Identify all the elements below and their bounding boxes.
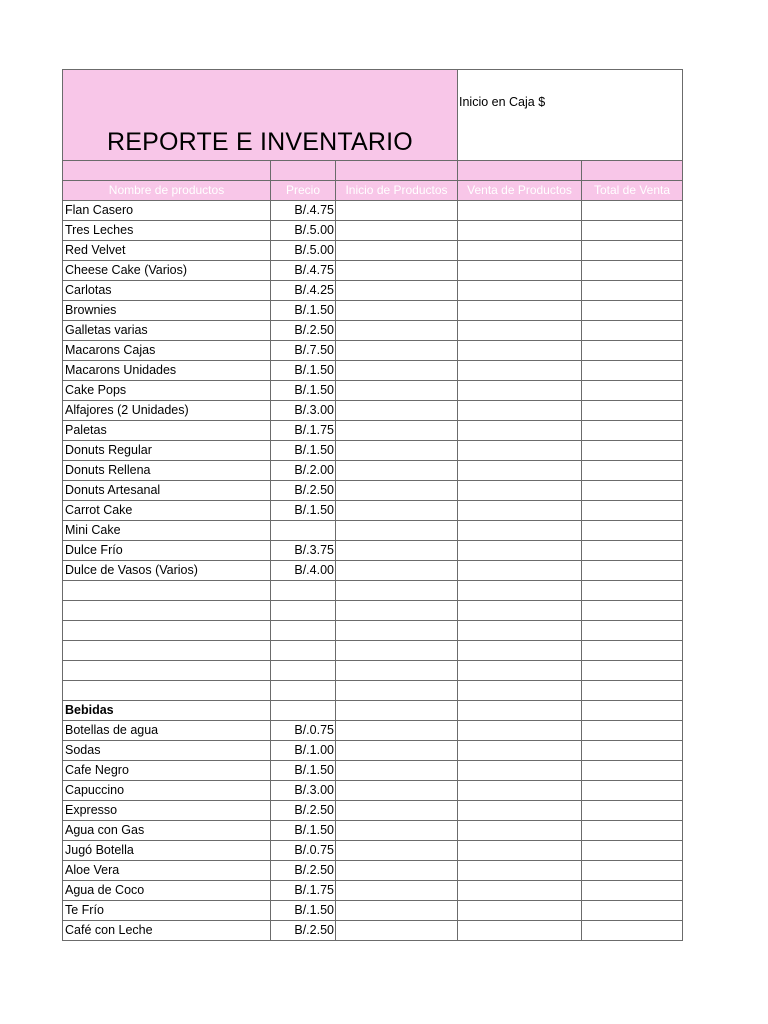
sales-cell[interactable] <box>458 901 582 921</box>
start-stock-cell[interactable] <box>336 541 458 561</box>
start-stock-cell[interactable] <box>336 741 458 761</box>
product-row <box>63 381 683 401</box>
price-cell[interactable] <box>271 641 336 661</box>
start-stock-cell[interactable] <box>336 241 458 261</box>
start-stock-cell[interactable] <box>336 681 458 701</box>
sales-cell[interactable] <box>458 461 582 481</box>
start-stock-cell[interactable] <box>336 781 458 801</box>
start-stock-cell[interactable] <box>336 281 458 301</box>
product-name-cell[interactable]: Donuts Regular <box>63 441 271 461</box>
price-cell[interactable]: B/.1.50 <box>271 501 336 521</box>
sales-cell[interactable] <box>458 381 582 401</box>
sales-cell[interactable] <box>458 821 582 841</box>
inventory-sheet <box>62 69 682 941</box>
total-sales-cell[interactable] <box>582 241 683 261</box>
start-stock-cell[interactable] <box>336 461 458 481</box>
product-row <box>63 621 683 641</box>
start-stock-cell[interactable] <box>336 441 458 461</box>
start-stock-cell[interactable] <box>336 301 458 321</box>
sales-cell[interactable] <box>458 561 582 581</box>
price-cell[interactable]: B/.2.50 <box>271 801 336 821</box>
total-sales-cell[interactable] <box>582 221 683 241</box>
total-sales-cell[interactable] <box>582 881 683 901</box>
product-row <box>63 401 683 421</box>
product-row <box>63 601 683 621</box>
product-row <box>63 221 683 241</box>
sales-cell[interactable] <box>458 761 582 781</box>
sales-cell[interactable] <box>458 341 582 361</box>
total-sales-cell[interactable] <box>582 361 683 381</box>
product-row <box>63 201 683 221</box>
total-sales-cell[interactable] <box>582 421 683 441</box>
product-row <box>63 581 683 601</box>
product-row <box>63 341 683 361</box>
sales-cell[interactable] <box>458 581 582 601</box>
beverage-row <box>63 841 683 861</box>
total-sales-cell[interactable] <box>582 461 683 481</box>
start-stock-cell[interactable] <box>336 501 458 521</box>
price-cell[interactable]: B/.1.50 <box>271 301 336 321</box>
product-row <box>63 641 683 661</box>
sales-cell[interactable] <box>458 541 582 561</box>
sales-cell[interactable] <box>458 441 582 461</box>
price-cell[interactable]: B/.1.50 <box>271 761 336 781</box>
sales-cell[interactable] <box>458 601 582 621</box>
header-product-name: Nombre de productos <box>63 181 271 201</box>
sales-cell[interactable] <box>458 681 582 701</box>
product-row <box>63 361 683 381</box>
sales-cell[interactable] <box>458 781 582 801</box>
total-sales-cell[interactable] <box>582 621 683 641</box>
total-sales-cell[interactable] <box>582 681 683 701</box>
sales-cell[interactable] <box>458 421 582 441</box>
total-sales-cell[interactable] <box>582 301 683 321</box>
total-sales-cell[interactable] <box>582 661 683 681</box>
price-cell[interactable]: B/.2.50 <box>271 921 336 941</box>
product-row <box>63 561 683 581</box>
product-name-cell[interactable]: Paletas <box>63 421 271 441</box>
product-row <box>63 241 683 261</box>
spacer-row <box>63 161 683 181</box>
start-stock-cell[interactable] <box>336 701 458 721</box>
product-row <box>63 441 683 461</box>
product-name-cell[interactable]: Expresso <box>63 801 271 821</box>
product-row <box>63 261 683 281</box>
total-sales-cell[interactable] <box>582 401 683 421</box>
total-sales-cell[interactable] <box>582 321 683 341</box>
start-stock-cell[interactable] <box>336 901 458 921</box>
product-name-cell[interactable]: Jugó Botella <box>63 841 271 861</box>
product-name-cell[interactable] <box>63 681 271 701</box>
price-cell[interactable]: B/.1.50 <box>271 821 336 841</box>
header-sales: Venta de Productos <box>458 181 582 201</box>
price-cell[interactable]: B/.0.75 <box>271 721 336 741</box>
price-cell[interactable]: B/.2.50 <box>271 481 336 501</box>
total-sales-cell[interactable] <box>582 261 683 281</box>
product-name-cell[interactable]: Cheese Cake (Varios) <box>63 261 271 281</box>
start-stock-cell[interactable] <box>336 561 458 581</box>
product-row <box>63 541 683 561</box>
start-stock-cell[interactable] <box>336 801 458 821</box>
price-cell[interactable] <box>271 601 336 621</box>
total-sales-cell[interactable] <box>582 481 683 501</box>
total-sales-cell[interactable] <box>582 561 683 581</box>
product-name-cell[interactable]: Agua con Gas <box>63 821 271 841</box>
sales-cell[interactable] <box>458 741 582 761</box>
product-row <box>63 661 683 681</box>
title-row <box>63 70 683 161</box>
sales-cell[interactable] <box>458 721 582 741</box>
caja-cell[interactable] <box>458 70 683 161</box>
product-name-cell[interactable]: Cafe Negro <box>63 761 271 781</box>
total-sales-cell[interactable] <box>582 641 683 661</box>
product-row <box>63 281 683 301</box>
product-name-cell[interactable]: Cake Pops <box>63 381 271 401</box>
beverage-row <box>63 741 683 761</box>
sales-cell[interactable] <box>458 501 582 521</box>
beverage-row <box>63 881 683 901</box>
start-stock-cell[interactable] <box>336 261 458 281</box>
product-name-cell[interactable]: Café con Leche <box>63 921 271 941</box>
total-sales-cell[interactable] <box>582 861 683 881</box>
beverage-row <box>63 781 683 801</box>
sales-cell[interactable] <box>458 241 582 261</box>
sales-cell[interactable] <box>458 801 582 821</box>
sales-cell[interactable] <box>458 521 582 541</box>
start-stock-cell[interactable] <box>336 401 458 421</box>
beverage-row <box>63 861 683 881</box>
price-cell[interactable]: B/.3.75 <box>271 541 336 561</box>
price-cell[interactable]: B/.2.00 <box>271 461 336 481</box>
price-cell[interactable] <box>271 681 336 701</box>
product-name-cell[interactable] <box>63 581 271 601</box>
price-cell[interactable]: B/.0.75 <box>271 841 336 861</box>
product-name-cell[interactable]: Dulce Frío <box>63 541 271 561</box>
product-name-cell[interactable]: Donuts Rellena <box>63 461 271 481</box>
price-cell[interactable] <box>271 581 336 601</box>
sales-cell[interactable] <box>458 321 582 341</box>
start-stock-cell[interactable] <box>336 421 458 441</box>
total-sales-cell[interactable] <box>582 541 683 561</box>
start-stock-cell[interactable] <box>336 641 458 661</box>
product-name-cell[interactable] <box>63 641 271 661</box>
sales-cell[interactable] <box>458 661 582 681</box>
beverage-row <box>63 921 683 941</box>
total-sales-cell[interactable] <box>582 501 683 521</box>
price-cell[interactable]: B/.5.00 <box>271 221 336 241</box>
sales-cell[interactable] <box>458 841 582 861</box>
product-name-cell[interactable]: Galletas varias <box>63 321 271 341</box>
spacer-cell <box>63 161 271 181</box>
product-row <box>63 681 683 701</box>
start-stock-cell[interactable] <box>336 341 458 361</box>
product-name-cell[interactable]: Capuccino <box>63 781 271 801</box>
start-stock-cell[interactable] <box>336 661 458 681</box>
product-name-cell[interactable]: Macarons Cajas <box>63 341 271 361</box>
total-sales-cell[interactable] <box>582 581 683 601</box>
product-row <box>63 521 683 541</box>
total-sales-cell[interactable] <box>582 201 683 221</box>
price-cell[interactable]: B/.4.25 <box>271 281 336 301</box>
inventory-table <box>62 69 683 941</box>
product-row <box>63 421 683 441</box>
total-sales-cell[interactable] <box>582 901 683 921</box>
price-cell[interactable]: B/.1.50 <box>271 901 336 921</box>
product-name-cell[interactable]: Carlotas <box>63 281 271 301</box>
total-sales-cell[interactable] <box>582 521 683 541</box>
beverages-section-title: Bebidas <box>63 701 271 721</box>
report-title-cell <box>63 70 458 161</box>
price-cell[interactable] <box>271 621 336 641</box>
beverage-row <box>63 801 683 821</box>
beverage-row <box>63 721 683 741</box>
product-name-cell[interactable]: Sodas <box>63 741 271 761</box>
start-stock-cell[interactable] <box>336 921 458 941</box>
start-stock-cell[interactable] <box>336 201 458 221</box>
price-cell[interactable]: B/.4.75 <box>271 201 336 221</box>
price-cell[interactable]: B/.1.50 <box>271 441 336 461</box>
sales-cell[interactable] <box>458 881 582 901</box>
price-cell[interactable] <box>271 701 336 721</box>
product-name-cell[interactable] <box>63 621 271 641</box>
start-stock-cell[interactable] <box>336 481 458 501</box>
header-price: Precio <box>271 181 336 201</box>
total-sales-cell[interactable] <box>582 381 683 401</box>
price-cell[interactable]: B/.2.50 <box>271 861 336 881</box>
total-sales-cell[interactable] <box>582 721 683 741</box>
product-name-cell[interactable]: Red Velvet <box>63 241 271 261</box>
product-name-cell[interactable]: Brownies <box>63 301 271 321</box>
product-name-cell[interactable]: Donuts Artesanal <box>63 481 271 501</box>
product-name-cell[interactable]: Flan Casero <box>63 201 271 221</box>
sales-cell[interactable] <box>458 481 582 501</box>
total-sales-cell[interactable] <box>582 841 683 861</box>
start-stock-cell[interactable] <box>336 841 458 861</box>
start-stock-cell[interactable] <box>336 321 458 341</box>
total-sales-cell[interactable] <box>582 341 683 361</box>
price-cell[interactable]: B/.1.50 <box>271 361 336 381</box>
beverage-row <box>63 901 683 921</box>
start-stock-cell[interactable] <box>336 621 458 641</box>
start-stock-cell[interactable] <box>336 521 458 541</box>
header-row <box>63 181 683 201</box>
sales-cell[interactable] <box>458 401 582 421</box>
beverages-section-row <box>63 701 683 721</box>
start-stock-cell[interactable] <box>336 581 458 601</box>
spacer-cell <box>336 161 458 181</box>
report-title: REPORTE E INVENTARIO <box>107 128 413 156</box>
price-cell[interactable]: B/.1.50 <box>271 381 336 401</box>
start-stock-cell[interactable] <box>336 761 458 781</box>
price-cell[interactable] <box>271 521 336 541</box>
product-name-cell[interactable]: Mini Cake <box>63 521 271 541</box>
product-row <box>63 301 683 321</box>
sales-cell[interactable] <box>458 281 582 301</box>
spacer-cell <box>271 161 336 181</box>
header-start-stock: Inicio de Productos <box>336 181 458 201</box>
start-stock-cell[interactable] <box>336 721 458 741</box>
price-cell[interactable]: B/.1.00 <box>271 741 336 761</box>
sales-cell[interactable] <box>458 921 582 941</box>
product-name-cell[interactable]: Alfajores (2 Unidades) <box>63 401 271 421</box>
beverage-row <box>63 821 683 841</box>
sales-cell[interactable] <box>458 641 582 661</box>
total-sales-cell[interactable] <box>582 701 683 721</box>
product-row <box>63 321 683 341</box>
beverage-row <box>63 761 683 781</box>
caja-label: Inicio en Caja $ <box>459 95 546 109</box>
header-total-sales: Total de Venta <box>582 181 683 201</box>
start-stock-cell[interactable] <box>336 821 458 841</box>
start-stock-cell[interactable] <box>336 361 458 381</box>
spacer-cell <box>582 161 683 181</box>
start-stock-cell[interactable] <box>336 601 458 621</box>
price-cell[interactable]: B/.3.00 <box>271 781 336 801</box>
spacer-cell <box>458 161 582 181</box>
total-sales-cell[interactable] <box>582 801 683 821</box>
product-name-cell[interactable]: Tres Leches <box>63 221 271 241</box>
product-row <box>63 501 683 521</box>
sales-cell[interactable] <box>458 221 582 241</box>
product-name-cell[interactable]: Te Frío <box>63 901 271 921</box>
price-cell[interactable]: B/.7.50 <box>271 341 336 361</box>
price-cell[interactable]: B/.2.50 <box>271 321 336 341</box>
total-sales-cell[interactable] <box>582 741 683 761</box>
product-name-cell[interactable]: Dulce de Vasos (Varios) <box>63 561 271 581</box>
product-row <box>63 481 683 501</box>
price-cell[interactable]: B/.1.75 <box>271 421 336 441</box>
price-cell[interactable]: B/.4.00 <box>271 561 336 581</box>
total-sales-cell[interactable] <box>582 601 683 621</box>
start-stock-cell[interactable] <box>336 881 458 901</box>
price-cell[interactable] <box>271 661 336 681</box>
product-name-cell[interactable] <box>63 661 271 681</box>
price-cell[interactable]: B/.1.75 <box>271 881 336 901</box>
sales-cell[interactable] <box>458 621 582 641</box>
product-name-cell[interactable]: Macarons Unidades <box>63 361 271 381</box>
product-name-cell[interactable]: Aloe Vera <box>63 861 271 881</box>
sales-cell[interactable] <box>458 861 582 881</box>
price-cell[interactable]: B/.4.75 <box>271 261 336 281</box>
total-sales-cell[interactable] <box>582 281 683 301</box>
start-stock-cell[interactable] <box>336 861 458 881</box>
total-sales-cell[interactable] <box>582 921 683 941</box>
start-stock-cell[interactable] <box>336 221 458 241</box>
sales-cell[interactable] <box>458 701 582 721</box>
product-name-cell[interactable]: Botellas de agua <box>63 721 271 741</box>
product-name-cell[interactable] <box>63 601 271 621</box>
sales-cell[interactable] <box>458 361 582 381</box>
sales-cell[interactable] <box>458 201 582 221</box>
price-cell[interactable]: B/.3.00 <box>271 401 336 421</box>
total-sales-cell[interactable] <box>582 761 683 781</box>
total-sales-cell[interactable] <box>582 821 683 841</box>
total-sales-cell[interactable] <box>582 441 683 461</box>
product-name-cell[interactable]: Agua de Coco <box>63 881 271 901</box>
sales-cell[interactable] <box>458 261 582 281</box>
sales-cell[interactable] <box>458 301 582 321</box>
product-row <box>63 461 683 481</box>
product-name-cell[interactable]: Carrot Cake <box>63 501 271 521</box>
total-sales-cell[interactable] <box>582 781 683 801</box>
start-stock-cell[interactable] <box>336 381 458 401</box>
price-cell[interactable]: B/.5.00 <box>271 241 336 261</box>
